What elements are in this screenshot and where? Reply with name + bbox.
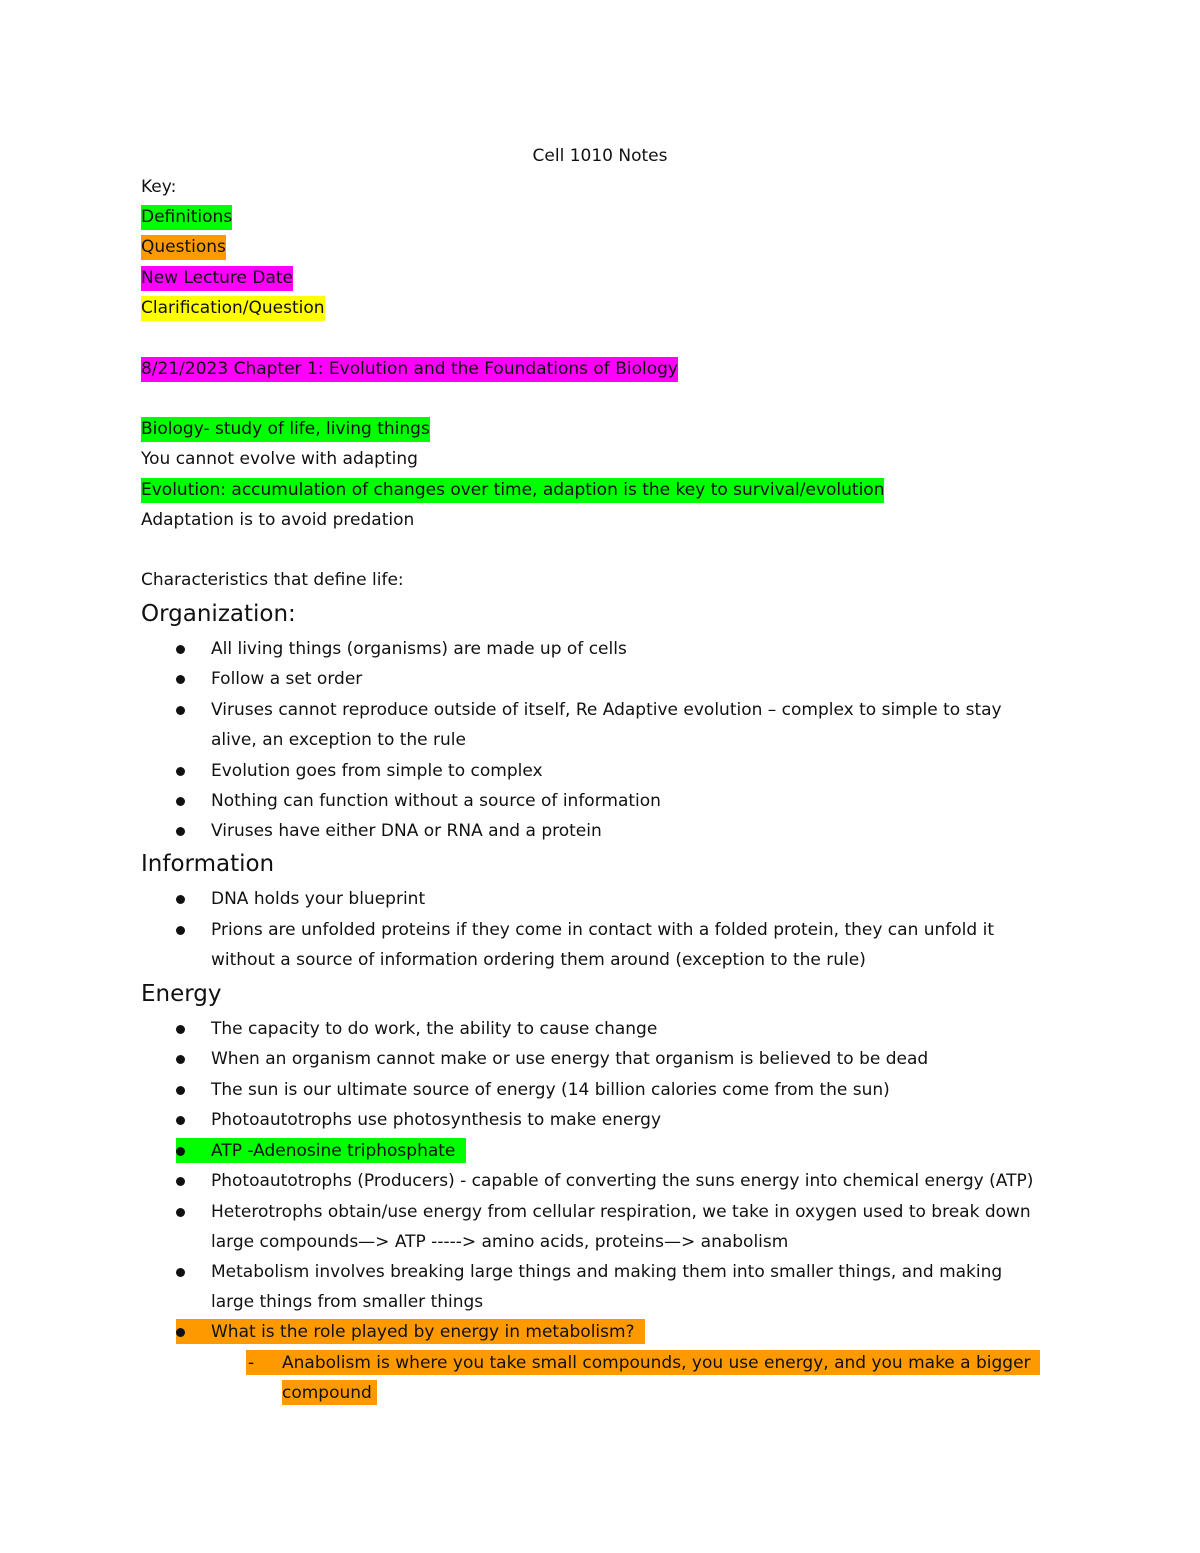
energy-heading: Energy [141,981,222,1007]
organization-heading: Organization: [141,601,296,627]
key-definitions-text: Definitions [141,205,232,230]
biology-definition [141,418,430,440]
key-questions [141,236,226,258]
key-questions-text: Questions [141,235,226,260]
list-item: Follow a set order [211,669,363,689]
bullet-icon [176,1268,185,1277]
evolution-definition [141,479,884,501]
bullet-icon [176,1055,185,1064]
list-item: Heterotrophs obtain/use energy from cellular respiration, we take in oxygen used to break down [211,1202,1031,1222]
list-item: Photoautotrophs (Producers) - capable of converting the suns energy into chemical energy (ATP) [211,1171,1034,1191]
bullet-icon [176,706,185,715]
key-label: Key: [141,177,177,197]
dash-marker: - [248,1353,255,1373]
key-clarification [141,297,325,319]
list-item-continuation: large things from smaller things [211,1292,484,1312]
bullet-icon [176,645,185,654]
bullet-icon [176,1025,185,1034]
list-item: When an organism cannot make or use energy that organism is believed to be dead [211,1049,929,1069]
bullet-icon [176,895,185,904]
list-item-continuation: alive, an exception to the rule [211,730,466,750]
list-item: The capacity to do work, the ability to cause change [211,1019,658,1039]
biology-definition-text: Biology- study of life, living things [141,417,430,442]
list-item: Metabolism involves breaking large things and making them into smaller things, and making [211,1262,1003,1282]
list-item: Viruses cannot reproduce outside of itself, Re Adaptive evolution – complex to simple to stay [211,700,1002,720]
list-item: Nothing can function without a source of information [211,791,661,811]
list-item: The sun is our ultimate source of energy (14 billion calories come from the sun) [211,1080,890,1100]
bullet-icon [176,767,185,776]
characteristics-line: Characteristics that define life: [141,570,404,590]
bullet-icon [176,1116,185,1125]
bullet-icon [176,675,185,684]
bullet-icon [176,1208,185,1217]
list-item: Photoautotrophs use photosynthesis to make energy [211,1110,662,1130]
lecture-date-heading-text: 8/21/2023 Chapter 1: Evolution and the Foundations of Biology [141,357,678,382]
bullet-icon [176,827,185,836]
bullet-icon [176,1328,185,1337]
key-new-lecture-date-text: New Lecture Date [141,266,293,291]
evolve-line: You cannot evolve with adapting [141,449,418,469]
page-title: Cell 1010 Notes [532,146,668,166]
list-item: What is the role played by energy in metabolism? [211,1322,635,1342]
list-item-continuation: without a source of information ordering them around (exception to the rule) [211,950,866,970]
list-item-continuation: large compounds—> ATP -----> amino acids, proteins—> anabolism [211,1232,789,1252]
key-definitions [141,206,232,228]
sub-list-item-continuation: compound [282,1383,372,1403]
list-item: DNA holds your blueprint [211,889,426,909]
bullet-icon [176,926,185,935]
adaptation-line: Adaptation is to avoid predation [141,510,415,530]
evolution-definition-text: Evolution: accumulation of changes over time, adaption is the key to survival/evolution [141,478,884,503]
list-item: Evolution goes from simple to complex [211,761,543,781]
sub-list-item: Anabolism is where you take small compounds, you use energy, and you make a bigger [282,1353,1031,1373]
list-item: Prions are unfolded proteins if they come in contact with a folded protein, they can unfold it [211,920,994,940]
bullet-icon [176,1147,185,1156]
key-clarification-text: Clarification/Question [141,296,325,321]
key-new-lecture-date [141,267,293,289]
list-item: All living things (organisms) are made up of cells [211,639,627,659]
lecture-date-heading [141,358,678,380]
bullet-icon [176,1177,185,1186]
information-heading: Information [141,851,275,877]
bullet-icon [176,1086,185,1095]
list-item: Viruses have either DNA or RNA and a protein [211,821,602,841]
list-item: ATP -Adenosine triphosphate [211,1141,456,1161]
bullet-icon [176,797,185,806]
